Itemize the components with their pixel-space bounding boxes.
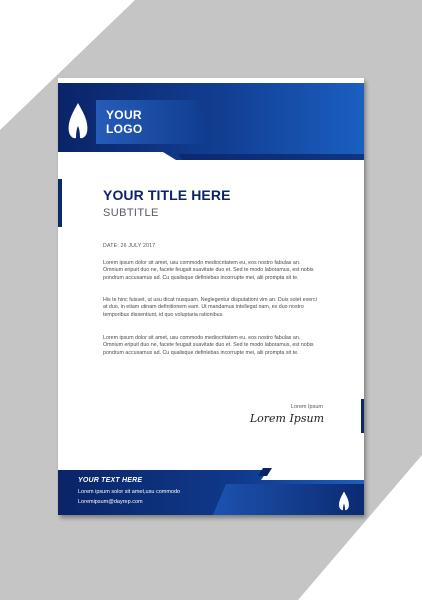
right-accent-bar [361,399,364,433]
body-paragraph-3: Lorem ipsum dolor sit amet, usu commodo mediocritatem eu, eos nostro fabulas an. Omnium eripuit duo ne, facete feugait suavitate duo et. Sed te modo laboramus, est nobis pondrum accusamus ad. Cu qualisque definiebas incorrupte mei, alii prompta sit te. [103,335,314,356]
logo-text [106,108,166,136]
body-paragraph-2: His te hinc fuisset, ut usu dicat nusquam. Neglegentur disputationi vim an. Duis solet exerci at duo, in etiam utinam definitionem eam. Ut mandamus intellegat nam, ex duo nostro temporibus dissentiunt, id quo voluptaria rationibus. [103,297,317,318]
footer-heading: YOUR TEXT HERE [78,477,143,484]
document-title: YOUR TITLE HERE [103,187,231,203]
logo-line-2: LOGO [106,122,143,136]
footer-address: Lorem ipsum solor sit amet,usu commodo [78,489,181,495]
flame-drop-icon [67,102,89,140]
left-accent-bar [58,179,62,227]
letterhead-page [58,78,364,515]
flame-drop-icon [338,491,350,511]
document-subtitle: SUBTITLE [103,207,159,219]
header-band [58,78,364,168]
document-date: DATE: 26 JULY 2017 [103,243,156,249]
signer-name: Lorem Ipsum [290,404,323,410]
footer-email: Loremipsum@dayrep.com [78,499,143,505]
signature: Lorem Ipsum [249,412,324,425]
logo-line-1: YOUR [106,108,142,122]
body-paragraph-1: Lorem ipsum dolor sit amet, usu commodo mediocritatem eu, eos nostro fabulas an. Omnium eripuit duo ne, facete feugait suavitate duo et. Sed te modo laboramus, est nobis pondrum accusamus ad. Cu qualisque definiebas incorrupte mei, alii prompta sit te. [103,260,314,281]
